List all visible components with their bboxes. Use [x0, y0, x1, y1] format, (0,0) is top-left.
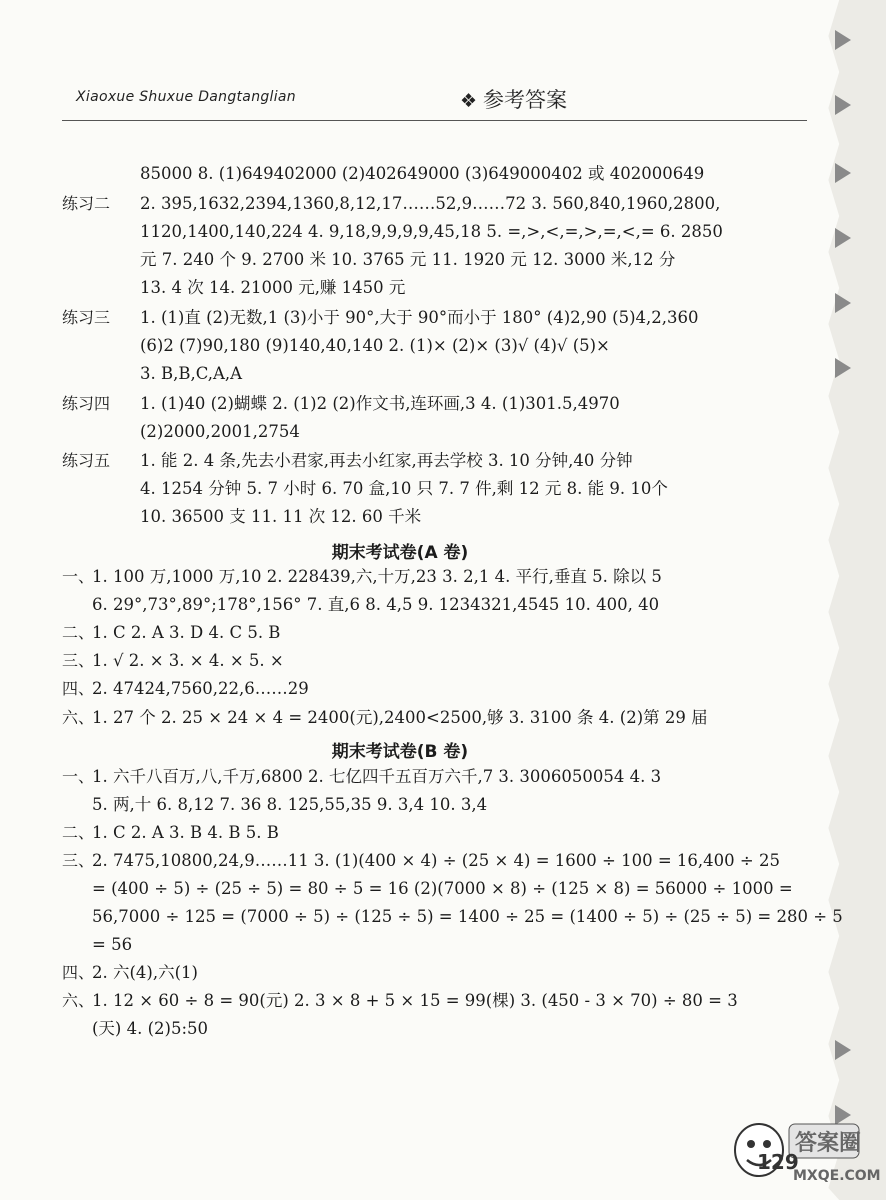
edge-arrow-icon [835, 358, 851, 378]
answer-line: 元 7. 240 个 9. 2700 米 10. 3765 元 11. 1920 元 12. 3000 米,12 分 [140, 250, 676, 269]
answer-line: = 56 [92, 935, 133, 954]
header-rule [62, 120, 807, 121]
answer-line: 1120,1400,140,224 4. 9,18,9,9,9,9,45,18 5. =,>,<,=,>,=,<,= 6. 2850 [140, 222, 723, 241]
answer-line: 二、1. C 2. A 3. D 4. C 5. B [62, 623, 281, 642]
answer-line: 六、1. 12 × 60 ÷ 8 = 90(元) 2. 3 × 8 + 5 × 15 = 99(棵) 3. (450 - 3 × 70) ÷ 80 = 3 [62, 991, 738, 1010]
answer-line: 4. 1254 分钟 5. 7 小时 6. 70 盒,10 只 7. 7 件,剩 12 元 8. 能 9. 10个 [140, 479, 668, 498]
answer-line: 练习三 1. (1)直 (2)无数,1 (3)小于 90°,大于 90°而小于 180° (4)2,90 (5)4,2,360 [62, 308, 699, 327]
header-pinyin: Xiaoxue Shuxue Dangtanglian [76, 89, 296, 105]
answer-line: 13. 4 次 14. 21000 元,赚 1450 元 [140, 278, 406, 297]
edge-arrow-icon [835, 30, 851, 50]
answer-line: 6. 29°,73°,89°;178°,156° 7. 直,6 8. 4,5 9. 1234321,4545 10. 400, 40 [92, 595, 660, 614]
answer-line: 四、2. 47424,7560,22,6……29 [62, 679, 309, 698]
answer-line: 二、1. C 2. A 3. B 4. B 5. B [62, 823, 279, 842]
answer-line: 56,7000 ÷ 125 = (7000 ÷ 5) ÷ (125 ÷ 5) = 1400 ÷ 25 = (1400 ÷ 5) ÷ (25 ÷ 5) = 280 ÷ 5 [92, 907, 843, 926]
answer-line: 3. B,B,C,A,A [140, 364, 243, 383]
answer-line: 练习五 1. 能 2. 4 条,先去小君家,再去小红家,再去学校 3. 10 分钟,40 分钟 [62, 451, 633, 470]
page-number: 129 [757, 1150, 799, 1174]
edge-arrow-icon [835, 293, 851, 313]
answer-line: 三、2. 7475,10800,24,9……11 3. (1)(400 × 4) ÷ (25 × 4) = 1600 ÷ 100 = 16,400 ÷ 25 [62, 851, 780, 870]
answer-line: 四、2. 六(4),六(1) [62, 963, 198, 982]
answer-line: (天) 4. (2)5:50 [92, 1019, 209, 1038]
edge-arrow-icon [835, 163, 851, 183]
answer-line: 练习二 2. 395,1632,2394,1360,8,12,17……52,9……72 3. 560,840,1960,2800, [62, 194, 721, 213]
svg-text:MXQE.COM: MXQE.COM [793, 1168, 881, 1184]
header-title-text: 参考答案 [483, 88, 568, 112]
answer-line: (6)2 (7)90,180 (9)140,40,140 2. (1)× (2)× (3)√ (4)√ (5)× [140, 336, 610, 355]
edge-arrow-icon [835, 228, 851, 248]
answer-line: 三、1. √ 2. × 3. × 4. × 5. × [62, 651, 284, 670]
exam-b-title: 期末考试卷(B 卷) [331, 742, 469, 762]
answer-line: 10. 36500 支 11. 11 次 12. 60 千米 [140, 507, 422, 526]
header-title [460, 84, 567, 114]
page-header [62, 86, 807, 122]
answer-line: (2)2000,2001,2754 [140, 422, 300, 441]
answer-line: 一、1. 100 万,1000 万,10 2. 228439,六,十万,23 3. 2,1 4. 平行,垂直 5. 除以 5 [62, 567, 662, 586]
answer-line: 练习四 1. (1)40 (2)蝴蝶 2. (1)2 (2)作文书,连环画,3 4. (1)301.5,4970 [62, 394, 620, 413]
answer-line: 85000 8. (1)649402000 (2)402649000 (3)649000402 或 402000649 [140, 164, 705, 183]
answer-line: 一、1. 六千八百万,八,千万,6800 2. 七亿四千五百万六千,7 3. 3006050054 4. 3 [62, 767, 662, 786]
edge-arrow-icon [835, 95, 851, 115]
diamond-icon: ❖ [460, 90, 478, 112]
answer-line: 六、1. 27 个 2. 25 × 24 × 4 = 2400(元),2400<2500,够 3. 3100 条 4. (2)第 29 届 [62, 708, 708, 727]
edge-arrow-icon [835, 1040, 851, 1060]
answer-line: 5. 两,十 6. 8,12 7. 36 8. 125,55,35 9. 3,4 10. 3,4 [92, 795, 488, 814]
exam-a-title: 期末考试卷(A 卷) [331, 543, 469, 563]
answer-line: = (400 ÷ 5) ÷ (25 ÷ 5) = 80 ÷ 5 = 16 (2)(7000 × 8) ÷ (125 × 8) = 56000 ÷ 1000 = [92, 879, 793, 898]
watermark-text: 答案圈 [795, 1131, 862, 1156]
